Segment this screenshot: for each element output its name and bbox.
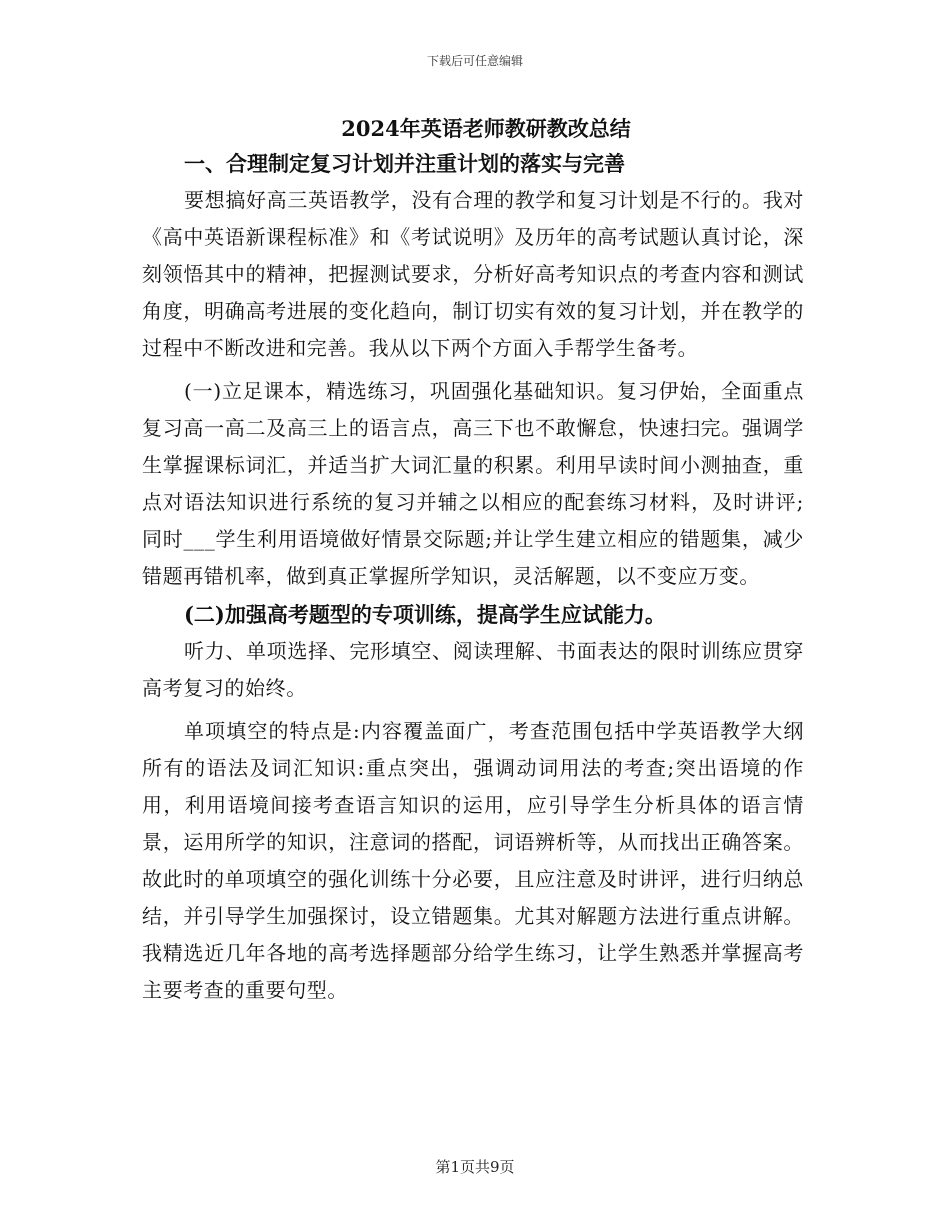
section-heading-2: (二)加强高考题型的专项训练，提高学生应试能力。 [184,602,666,627]
paragraph-1: 要想搞好高三英语教学，没有合理的教学和复习计划是不行的。我对《高中英语新课程标准》和《考试说明》及历年的高考试题认真讨论，深刻领悟其中的精神，把握测试要求，分析好高考知识点的考查内容和测试角度，明确高考进展的变化趋向，制订切实有效的复习计划，并在教学的过程中不断改进和完善。我从以下两个方面入手帮学生备考。 [142,188,804,360]
section-heading-1: 一、合理制定复习计划并注重计划的落实与完善 [184,151,625,176]
paragraph-2: (一)立足课本，精选练习，巩固强化基础知识。复习伊始，全面重点复习高一高二及高三上的语言点，高三下也不敢懈怠，快速扫完。强调学生掌握课标词汇，并适当扩大词汇量的积累。利用早读时间小测抽查，重点对语法知识进行系统的复习并辅之以相应的配套练习材料，及时讲评;同时___学生利用语境做好情景交际题;并让学生建立相应的错题集，减少错题再错机率，做到真正掌握所学知识，灵活解题，以不变应万变。 [142,379,804,588]
page-header-note: 下载后可任意编辑 [426,54,523,68]
paragraph-3: 听力、单项选择、完形填空、阅读理解、书面表达的限时训练应贯穿高考复习的始终。 [142,639,804,700]
page-footer-indicator: 第1页共9页 [435,1158,515,1176]
document-body [142,112,804,1009]
paragraph-4: 单项填空的特点是:内容覆盖面广，考查范围包括中学英语教学大纲所有的语法及词汇知识:重点突出，强调动词用法的考查;突出语境的作用，利用语境间接考查语言知识的运用，应引导学生分析具体的语言情景，运用所学的知识，注意词的搭配，词语辨析等，从而找出正确答案。故此时的单项填空的强化训练十分必要，且应注意及时讲评，进行归纳总结，并引导学生加强探讨，设立错题集。尤其对解题方法进行重点讲解。我精选近几年各地的高考选择题部分给学生练习，让学生熟悉并掌握高考主要考查的重要句型。 [142,719,804,1002]
document-title: 2024年英语老师教研教改总结 [341,116,631,141]
